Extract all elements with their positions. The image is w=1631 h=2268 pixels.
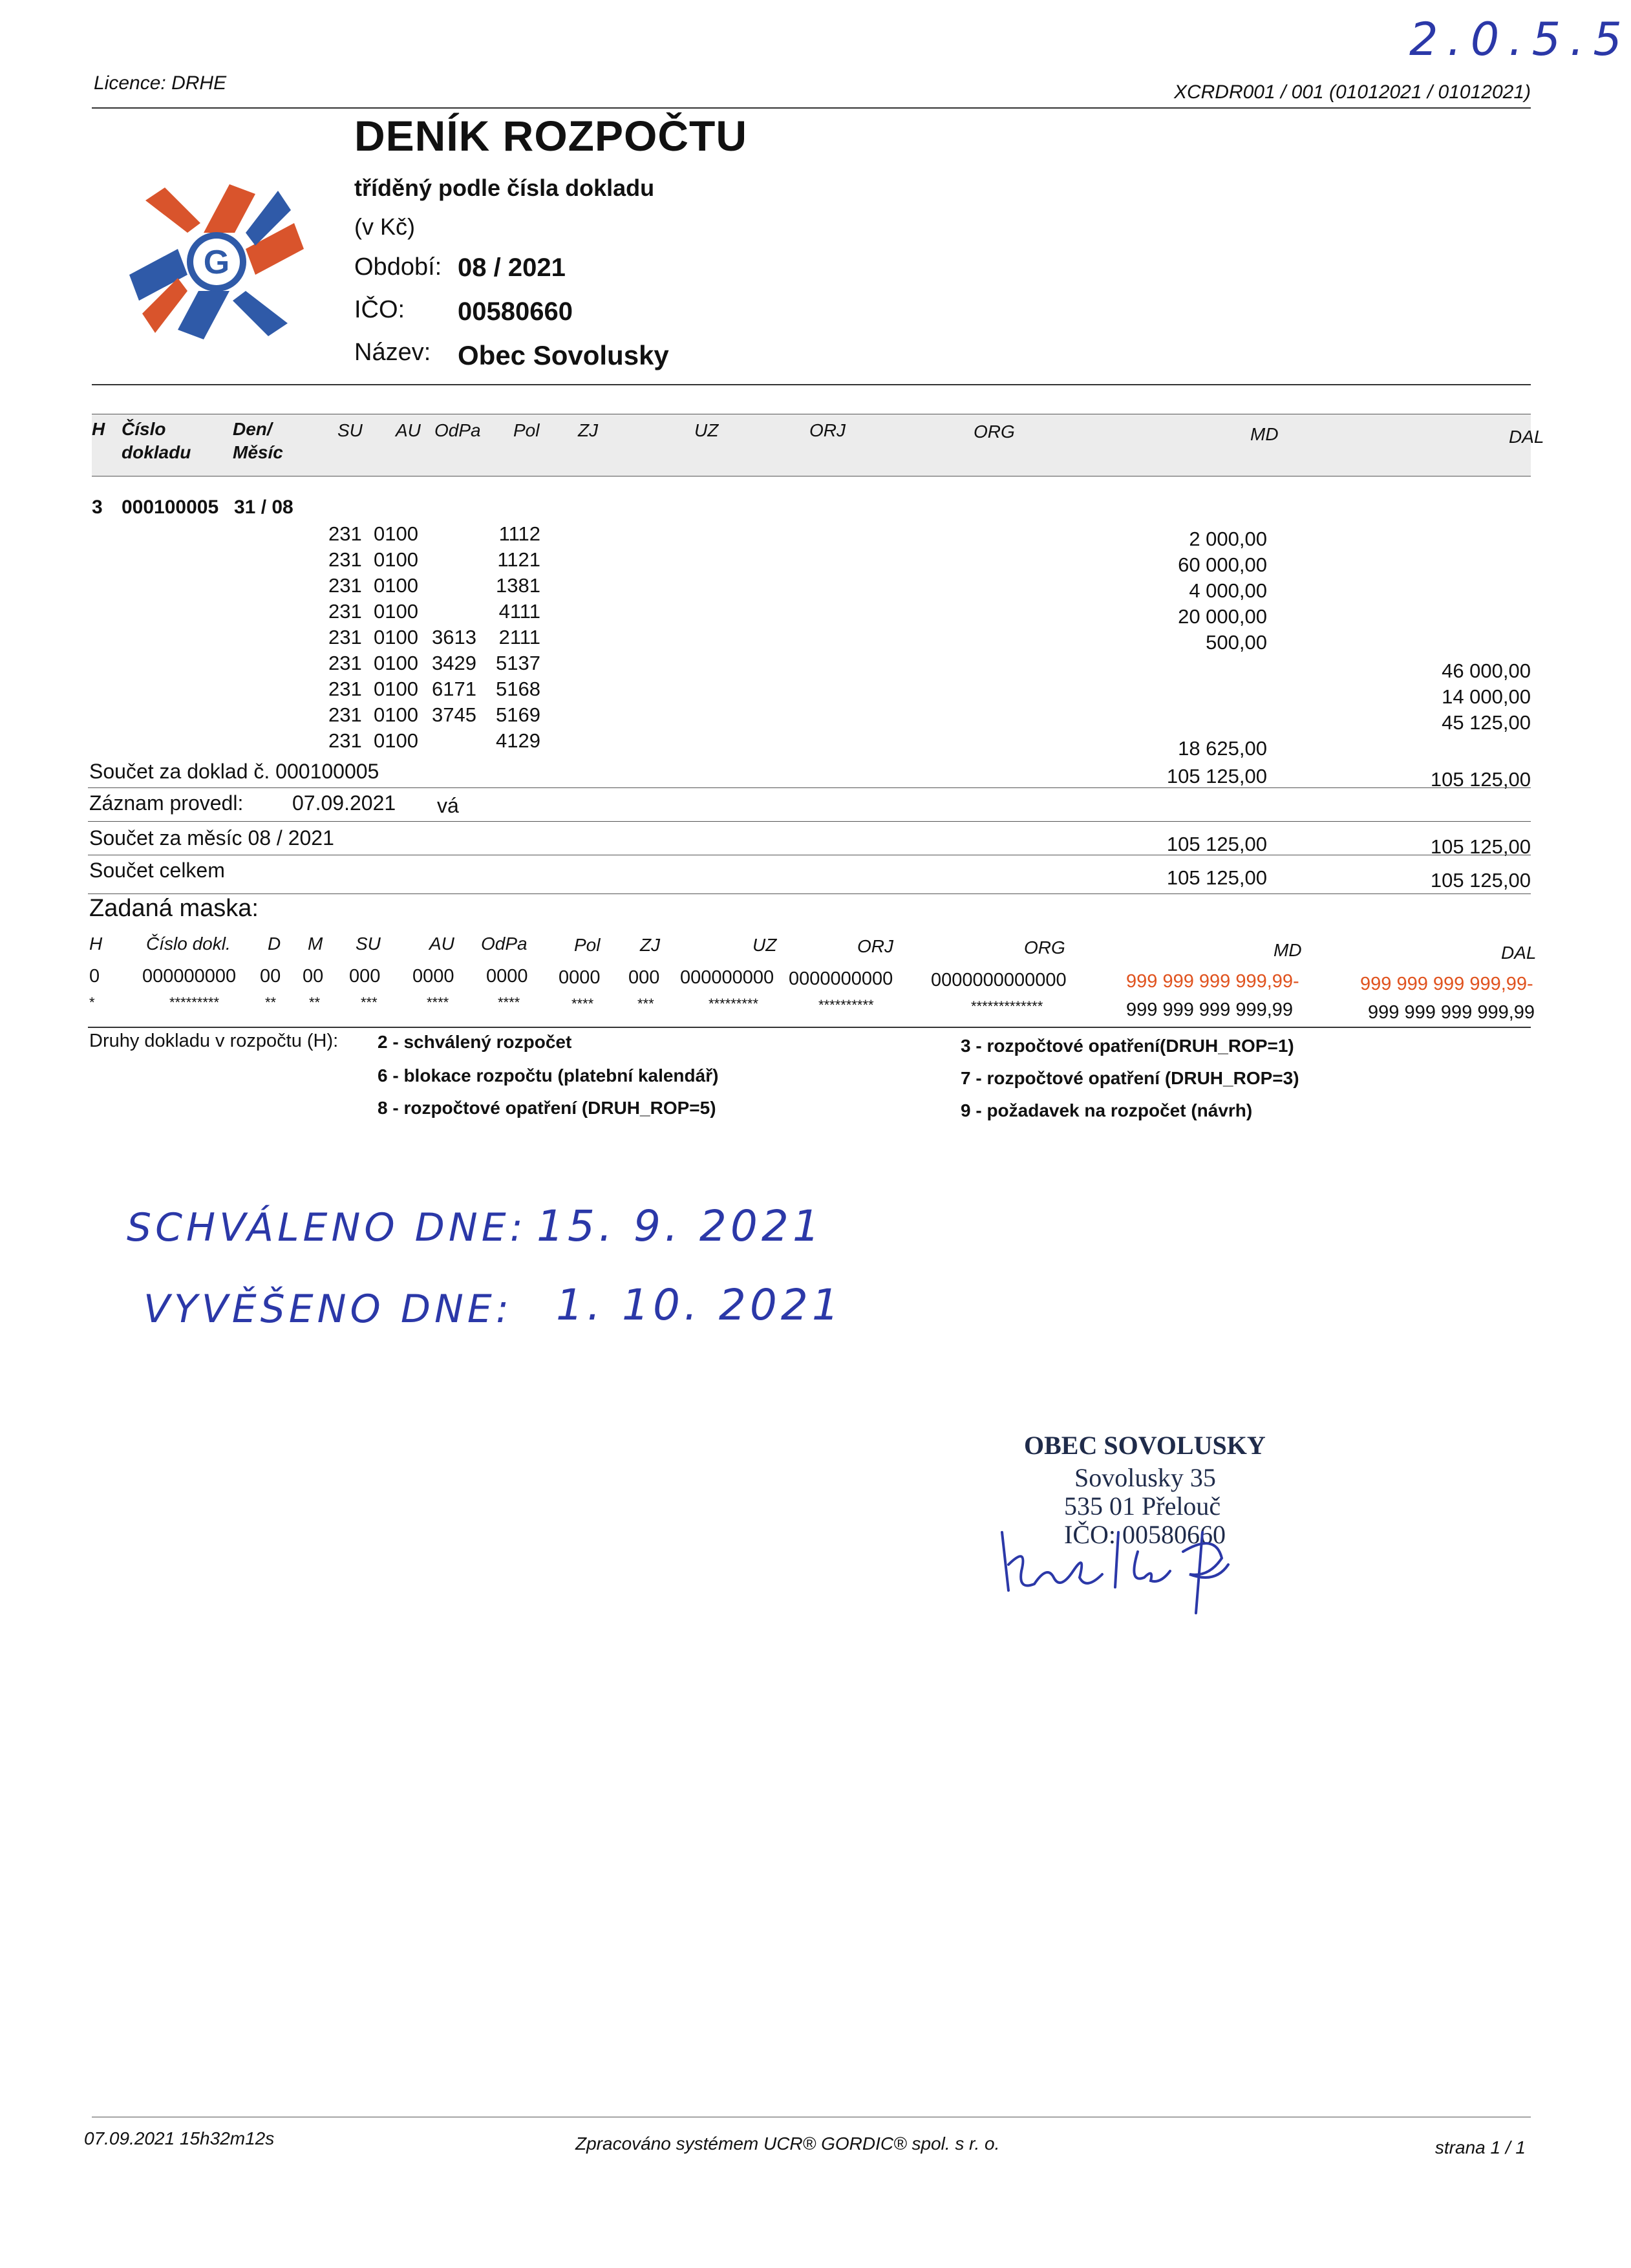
table-row	[0, 522, 1603, 548]
col-den: Den/	[233, 419, 272, 439]
mask-r1-uz: 000000000	[680, 967, 774, 988]
mask-r1-cislo: 000000000	[142, 966, 237, 987]
mask-r1-au: 0000	[412, 966, 454, 987]
total-sum-md: 105 125,00	[1166, 866, 1267, 889]
name-value: Obec Sovolusky	[458, 340, 669, 370]
col-au: AU	[396, 420, 421, 440]
doc-type-7: 7 - rozpočtové opatření (DRUH_ROP=3)	[961, 1068, 1299, 1088]
mask-r2-dal: 999 999 999 999,99	[1368, 1002, 1535, 1023]
month-sum-dal: 105 125,00	[1430, 835, 1531, 858]
col-orj: ORJ	[809, 420, 846, 440]
mask-r2-h: *	[89, 994, 95, 1011]
cell-md: 20 000,00	[1178, 605, 1267, 628]
stamp-line-2: Sovolusky 35	[1074, 1463, 1216, 1492]
mask-r1-org: 0000000000000	[931, 970, 1067, 990]
handwritten-posted-label: VYVĚŠENO DNE:	[144, 1287, 513, 1332]
cell-au: 0100	[374, 703, 418, 726]
record-label: Záznam provedl:	[89, 791, 244, 815]
signature	[989, 1506, 1261, 1616]
cell-su: 231	[328, 548, 362, 571]
doc-sum-md: 105 125,00	[1166, 765, 1267, 787]
cell-pol: 4129	[496, 729, 540, 752]
mask-r2-org: *************	[971, 998, 1043, 1014]
cell-su: 231	[328, 574, 362, 597]
mask-r2-d: **	[265, 994, 277, 1011]
mask-r1-m: 00	[303, 966, 324, 987]
table-row	[0, 626, 1603, 652]
page-subtitle: tříděný podle čísla dokladu	[354, 175, 655, 201]
cell-dal: 14 000,00	[1442, 685, 1531, 708]
handwritten-posted-date: 1. 10. 2021	[556, 1280, 843, 1330]
mask-r2-md: 999 999 999 999,99	[1126, 1000, 1294, 1020]
mask-r1-h: 0	[89, 966, 100, 987]
handwritten-approved-date: 15. 9. 2021	[537, 1201, 824, 1251]
mask-r1-md: 999 999 999 999,99-	[1126, 971, 1299, 992]
table-row	[0, 574, 1603, 600]
mask-r2-m: **	[309, 994, 321, 1011]
name-label: Název:	[354, 339, 431, 366]
mask-h-su: SU	[356, 934, 381, 954]
cell-pol: 1112	[498, 522, 540, 545]
cell-odpa: 3613	[432, 626, 476, 648]
footer-page: strana 1 / 1	[1434, 2137, 1526, 2157]
cell-odpa: 3429	[432, 652, 476, 674]
cell-pol: 5137	[496, 652, 540, 674]
period-value: 08 / 2021	[458, 253, 566, 282]
ico-label: IČO:	[354, 296, 405, 323]
cell-au: 0100	[374, 678, 418, 700]
col-dokladu: dokladu	[122, 442, 191, 462]
currency-note: (v Kč)	[354, 213, 415, 240]
doc-type-8: 8 - rozpočtové opatření (DRUH_ROP=5)	[378, 1098, 716, 1118]
mask-r2-au: ****	[427, 994, 449, 1011]
col-uz: UZ	[694, 420, 719, 440]
stamp-line-3: 535 01 Přelouč	[1064, 1492, 1221, 1521]
col-h: H	[92, 419, 105, 439]
mask-h-uz: UZ	[752, 935, 777, 955]
mask-r1-su: 000	[349, 966, 381, 987]
col-cislo: Číslo	[122, 419, 166, 439]
total-sum-dal: 105 125,00	[1430, 869, 1531, 892]
mask-h-odpa: OdPa	[481, 934, 528, 954]
stamp-line-4: IČO: 00580660	[1064, 1520, 1226, 1549]
cell-au: 0100	[374, 548, 418, 571]
total-sum-rule	[88, 893, 1531, 894]
record-date: 07.09.2021	[292, 791, 396, 815]
doc-day-month: 31 / 08	[234, 497, 293, 518]
doc-sum-dal: 105 125,00	[1430, 768, 1531, 791]
col-pol: Pol	[513, 420, 540, 440]
doc-type-6: 6 - blokace rozpočtu (platební kalendář)	[378, 1065, 719, 1086]
cell-su: 231	[328, 522, 362, 545]
mask-h-md: MD	[1274, 940, 1302, 960]
col-odpa: OdPa	[434, 420, 481, 440]
mask-r1-pol: 0000	[559, 967, 601, 988]
cell-au: 0100	[374, 652, 418, 674]
svg-text:G: G	[203, 244, 230, 281]
cell-su: 231	[328, 626, 362, 648]
mask-h-orj: ORJ	[857, 936, 893, 956]
cell-pol: 1121	[497, 548, 540, 571]
gordic-logo-graphic	[126, 178, 307, 346]
table-row	[0, 548, 1603, 574]
period-label: Období:	[354, 253, 442, 281]
record-user: vá	[437, 794, 459, 817]
cell-dal: 46 000,00	[1442, 659, 1531, 682]
cell-pol: 5169	[496, 703, 540, 726]
mask-r2-cislo: *********	[169, 994, 220, 1011]
cell-odpa: 3745	[432, 703, 476, 726]
cell-su: 231	[328, 729, 362, 752]
mask-title: Zadaná maska:	[89, 895, 259, 922]
col-dal: DAL	[1509, 427, 1544, 447]
doc-type-9: 9 - požadavek na rozpočet (návrh)	[961, 1100, 1253, 1120]
cell-su: 231	[328, 652, 362, 674]
footer-timestamp: 07.09.2021 15h32m12s	[84, 2128, 275, 2148]
mask-r1-odpa: 0000	[486, 966, 528, 987]
mask-h-cislo: Číslo dokl.	[146, 934, 231, 954]
mask-rule	[88, 1027, 1531, 1028]
cell-su: 231	[328, 703, 362, 726]
cell-md: 500,00	[1206, 631, 1267, 654]
cell-odpa: 6171	[432, 678, 476, 700]
record-rule	[88, 821, 1531, 822]
title-rule	[92, 384, 1531, 385]
col-zj: ZJ	[578, 420, 599, 440]
cell-md: 18 625,00	[1178, 737, 1267, 760]
doc-sum-rule	[88, 787, 1531, 788]
ico-value: 00580660	[458, 297, 573, 326]
mask-h-org: ORG	[1024, 937, 1065, 957]
signature-graphic	[989, 1506, 1261, 1616]
doc-sum-label: Součet za doklad č. 000100005	[89, 760, 379, 783]
mask-h-dal: DAL	[1501, 943, 1537, 963]
header-rule	[92, 107, 1531, 109]
cell-au: 0100	[374, 522, 418, 545]
mask-r2-uz: *********	[709, 996, 759, 1012]
mask-h-zj: ZJ	[640, 935, 661, 955]
cell-su: 231	[328, 600, 362, 623]
corner-handwritten-note: 2.0.5.5	[1409, 13, 1631, 66]
cell-su: 231	[328, 678, 362, 700]
mask-r2-zj: ***	[637, 996, 654, 1012]
doc-types-label: Druhy dokladu v rozpočtu (H):	[89, 1031, 339, 1051]
mask-h-pol: Pol	[574, 935, 601, 955]
mask-r1-zj: 000	[628, 967, 660, 988]
cell-pol: 1381	[496, 574, 540, 597]
mask-h-au: AU	[429, 934, 454, 954]
mask-h-m: M	[308, 934, 323, 954]
mask-r2-su: ***	[361, 994, 378, 1011]
footer-processed-by: Zpracováno systémem UCR® GORDIC® spol. s r. o.	[575, 2134, 1000, 2154]
mask-r2-odpa: ****	[498, 994, 520, 1011]
doc-number: 000100005	[122, 497, 219, 518]
table-row	[0, 703, 1603, 734]
gordic-logo	[126, 178, 307, 346]
page-title: DENÍK ROZPOČTU	[354, 112, 747, 160]
table-row	[0, 600, 1603, 626]
cell-md: 4 000,00	[1189, 579, 1267, 602]
licence-label: Licence: DRHE	[94, 72, 227, 94]
col-md: MD	[1250, 424, 1279, 444]
stamp-line-1: OBEC SOVOLUSKY	[1024, 1431, 1266, 1460]
table-row	[0, 678, 1603, 708]
doc-type: 3	[92, 497, 103, 518]
report-code: XCRDR001 / 001 (01012021 / 01012021)	[1173, 81, 1531, 103]
col-org: ORG	[974, 422, 1015, 442]
cell-au: 0100	[374, 600, 418, 623]
cell-md: 2 000,00	[1189, 528, 1267, 550]
table-row	[0, 652, 1603, 682]
cell-pol: 4111	[498, 600, 540, 623]
cell-au: 0100	[374, 574, 418, 597]
cell-pol: 5168	[496, 678, 540, 700]
cell-au: 0100	[374, 729, 418, 752]
mask-r2-pol: ****	[571, 996, 594, 1012]
mask-r1-dal: 999 999 999 999,99-	[1360, 974, 1533, 994]
mask-r1-orj: 0000000000	[789, 968, 893, 989]
doc-type-3: 3 - rozpočtové opatření(DRUH_ROP=1)	[961, 1036, 1294, 1056]
handwritten-approved-label: SCHVÁLENO DNE:	[127, 1205, 527, 1250]
total-sum-label: Součet celkem	[89, 859, 225, 882]
month-sum-md: 105 125,00	[1166, 833, 1267, 855]
table-row	[0, 729, 1603, 760]
col-mesic: Měsíc	[233, 442, 283, 462]
month-sum-label: Součet za měsíc 08 / 2021	[89, 826, 334, 850]
cell-dal: 45 125,00	[1442, 711, 1531, 734]
mask-r1-d: 00	[260, 966, 281, 987]
cell-pol: 2111	[498, 626, 540, 648]
col-su: SU	[337, 420, 363, 440]
mask-h-h: H	[89, 934, 103, 954]
cell-md: 60 000,00	[1178, 553, 1267, 576]
cell-au: 0100	[374, 626, 418, 648]
doc-type-2: 2 - schválený rozpočet	[378, 1032, 572, 1052]
mask-r2-orj: **********	[818, 997, 874, 1013]
mask-h-d: D	[268, 934, 281, 954]
